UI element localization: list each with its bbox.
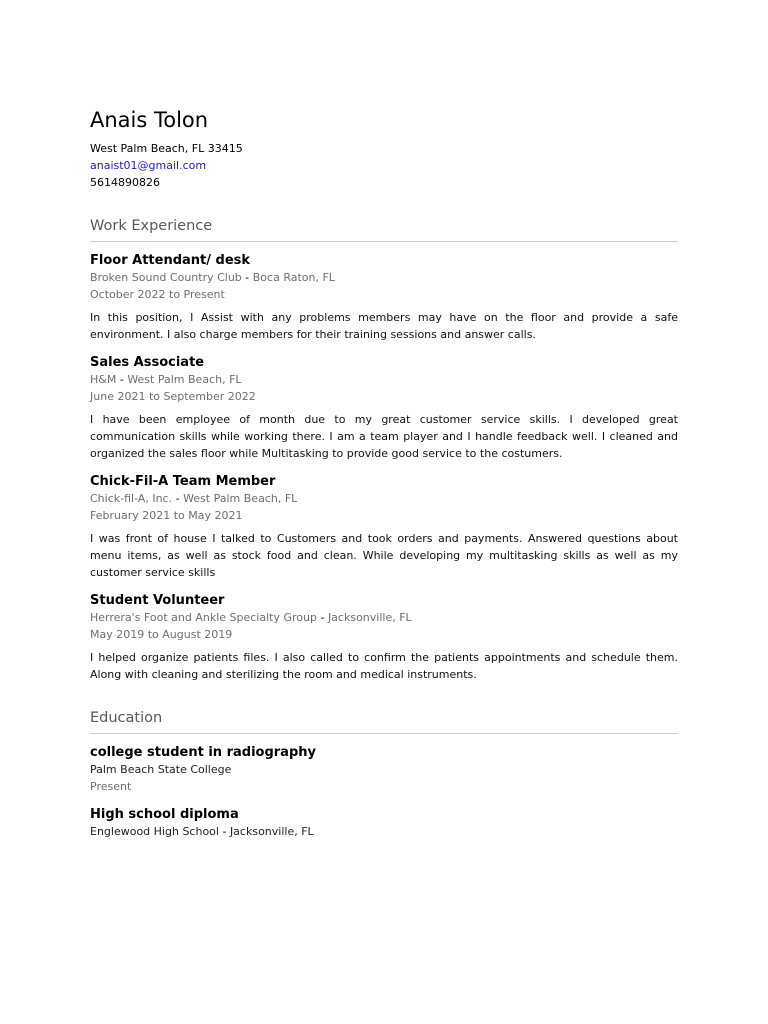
job-title: Student Volunteer (90, 593, 225, 608)
job-title: Chick-Fil-A Team Member (90, 474, 276, 489)
school-location: Jacksonville, FL (229, 825, 314, 838)
resume-page (90, 106, 678, 840)
job-company: Chick-fil-A, Inc. (90, 492, 173, 505)
degree-title: High school diploma (90, 807, 239, 822)
company-separator: - (241, 271, 253, 284)
job-company: Broken Sound Country Club (90, 271, 242, 284)
email-link[interactable]: anaist01@gmail.com (90, 159, 207, 172)
job-company: Herrera's Foot and Ankle Specialty Group (90, 611, 317, 624)
degree-title: college student in radiography (90, 745, 316, 760)
company-separator: - (172, 492, 184, 505)
resume-header (90, 106, 678, 191)
education-entry (90, 744, 678, 795)
job-title: Floor Attendant/ desk (90, 253, 251, 268)
job-company-line (90, 609, 678, 626)
section-title-education: Education (90, 708, 678, 734)
work-entry (90, 252, 678, 343)
education-entry (90, 806, 678, 840)
job-company-line (90, 269, 678, 286)
job-description: I have been employee of month due to my great customer service skills. I developed great communication skills while working there. I am a team player and I handle feedback well. I cleaned and organized the sales floor while Multitasking to provide good service to the costumers. (90, 413, 678, 460)
education-dates: Present (90, 780, 132, 793)
education-section (90, 708, 678, 840)
job-dates: February 2021 to May 2021 (90, 509, 243, 522)
school-name: Palm Beach State College (90, 763, 232, 776)
work-entry (90, 354, 678, 462)
school-name: Englewood High School (90, 825, 219, 838)
job-location: West Palm Beach, FL (183, 492, 298, 505)
company-separator: - (116, 373, 128, 386)
job-description: In this position, I Assist with any problems members may have on the floor and provide a safe environment. I also charge members for their training sessions and answer calls. (90, 311, 678, 341)
work-entry (90, 592, 678, 683)
candidate-name: Anais Tolon (90, 108, 209, 132)
job-company-line (90, 490, 678, 507)
job-dates: June 2021 to September 2022 (90, 390, 256, 403)
job-location: Jacksonville, FL (327, 611, 412, 624)
company-separator: - (316, 611, 328, 624)
job-company-line (90, 371, 678, 388)
school-line (90, 823, 678, 840)
section-title-work: Work Experience (90, 216, 678, 242)
work-experience-section (90, 216, 678, 683)
job-company: H&M (90, 373, 117, 386)
phone-text: 5614890826 (90, 176, 160, 189)
job-dates: May 2019 to August 2019 (90, 628, 233, 641)
work-entry (90, 473, 678, 581)
job-location: West Palm Beach, FL (127, 373, 242, 386)
job-description: I helped organize patients files. I also called to confirm the patients appointments and schedule them. Along with cleaning and sterilizing the room and medical instruments. (90, 651, 678, 681)
job-title: Sales Associate (90, 355, 205, 370)
location-text: West Palm Beach, FL 33415 (90, 142, 243, 155)
job-description: I was front of house I talked to Customers and took orders and payments. Answered questions about menu items, as well as stock food and clean. While developing my multitasking skills as well as my customer service skills (90, 532, 678, 579)
job-dates: October 2022 to Present (90, 288, 225, 301)
school-separator: - (218, 825, 230, 838)
job-location: Boca Raton, FL (252, 271, 335, 284)
